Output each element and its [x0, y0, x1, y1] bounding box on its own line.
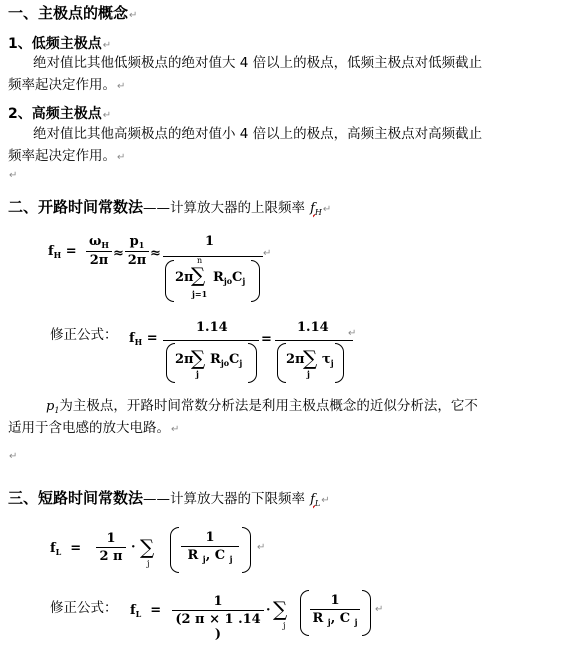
low-dominant-pole-text-2: 频率起决定作用。↵ — [8, 77, 126, 93]
high-dominant-pole-text-2: 频率起决定作用。↵ — [8, 148, 126, 164]
low-dominant-pole-heading: 1、低频主极点↵ — [8, 36, 112, 52]
high-dominant-pole-heading: 2、高频主极点↵ — [8, 106, 112, 122]
dominant-pole-note-2: 适用于含电感的放大电路。↵ — [8, 420, 180, 436]
low-dominant-pole-text-1: 绝对值比其他低频极点的绝对值大 4 倍以上的极点，低频主极点对低频截止 — [33, 55, 483, 71]
dominant-pole-note-1: $p_1$为主极点，开路时间常数分析法是利用主极点概念的近似分析法，它不 — [46, 398, 478, 415]
section-2-title: 二、开路时间常数法——计算放大器的上限频率 $f_H↵$ — [8, 198, 332, 217]
high-dominant-pole-text-1: 绝对值比其他高频极点的绝对值小 4 倍以上的极点，高频主极点对高频截止 — [33, 126, 483, 142]
empty-paragraph: ↵ — [9, 451, 18, 462]
fl-symbol: $f_L$ — [310, 492, 321, 508]
section-3-title: 三、短路时间常数法——计算放大器的下限频率 $f_L↵$ — [8, 489, 330, 508]
empty-paragraph: ↵ — [9, 170, 18, 181]
fh-symbol: $f_H$ — [310, 201, 322, 217]
section-1-title: 一、主极点的概念↵ — [8, 4, 138, 22]
